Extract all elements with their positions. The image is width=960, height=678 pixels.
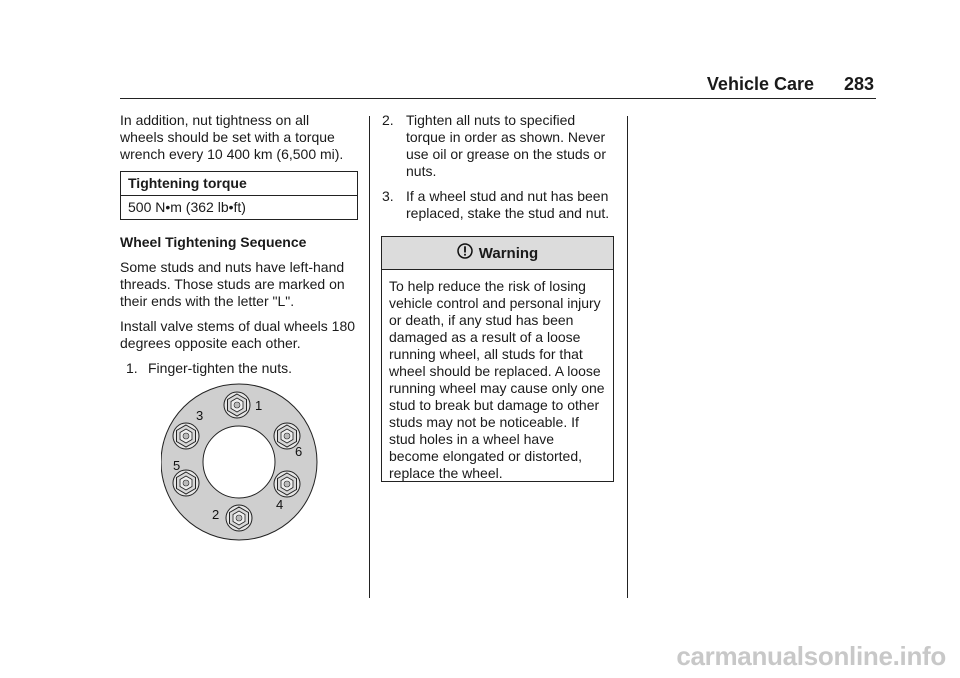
watermark: carmanualsonline.info <box>676 641 946 671</box>
step-3 <box>382 188 614 222</box>
intro-paragraph: In addition, nut tightness on all wheels should be set with a torque wrench every 10 400 km (6,500 mi). <box>120 112 344 162</box>
wheel-tightening-diagram <box>161 381 321 543</box>
sequence-label-4: 4 <box>276 497 284 512</box>
middle-column <box>382 112 614 230</box>
warning-icon <box>457 243 479 263</box>
step-text: If a wheel stud and nut has been replaced, stake the stud and nut. <box>406 188 610 221</box>
left-hand-thread-paragraph: Some studs and nuts have left-hand threads. Those studs are marked on their ends with the letter "L". <box>120 259 345 309</box>
step-1 <box>120 360 356 377</box>
torque-table <box>120 171 358 220</box>
warning-header <box>382 237 613 270</box>
column-divider <box>627 116 628 598</box>
step-number: 2. <box>382 112 394 128</box>
sequence-label-2: 2 <box>212 507 220 522</box>
warning-box <box>381 236 614 482</box>
lug-nut <box>224 392 250 418</box>
page-header <box>120 72 876 99</box>
section-title: Vehicle Care <box>706 74 814 94</box>
column-divider <box>369 116 370 598</box>
wheel-diagram-svg <box>161 381 321 543</box>
step-2 <box>382 112 614 180</box>
sequence-label-5: 5 <box>173 458 181 473</box>
left-column <box>120 112 356 385</box>
step-number: 3. <box>382 188 394 204</box>
sequence-label-1: 1 <box>255 398 263 413</box>
lug-nut <box>173 470 199 496</box>
step-text: Finger-tighten the nuts. <box>148 360 292 376</box>
torque-table-header: Tightening torque <box>121 172 357 196</box>
lug-nut <box>274 471 300 497</box>
warning-body: To help reduce the risk of losing vehicle control and personal injury or death, if any stud has been damaged as a result of a loose running wheel, all studs for that wheel should be replaced. A loose running wheel may cause only one stud to break but damage to other studs may not be noticeable. If stud holes in a wheel have become elongated or distorted, replace the wheel. <box>389 278 605 481</box>
lug-nut <box>173 423 199 449</box>
lug-nut <box>226 505 252 531</box>
step-number: 1. <box>126 360 138 376</box>
sequence-heading: Wheel Tightening Sequence <box>120 234 307 250</box>
sequence-label-6: 6 <box>295 444 303 459</box>
torque-table-value: 500 N•m (362 lb•ft) <box>128 199 246 215</box>
step-text: Tighten all nuts to specified torque in order as shown. Never use oil or grease on the studs or nuts. <box>406 112 607 179</box>
warning-title: Warning <box>478 244 539 262</box>
page-number: 283 <box>843 74 874 94</box>
sequence-label-3: 3 <box>196 408 204 423</box>
valve-stem-paragraph: Install valve stems of dual wheels 180 degrees opposite each other. <box>120 318 356 351</box>
